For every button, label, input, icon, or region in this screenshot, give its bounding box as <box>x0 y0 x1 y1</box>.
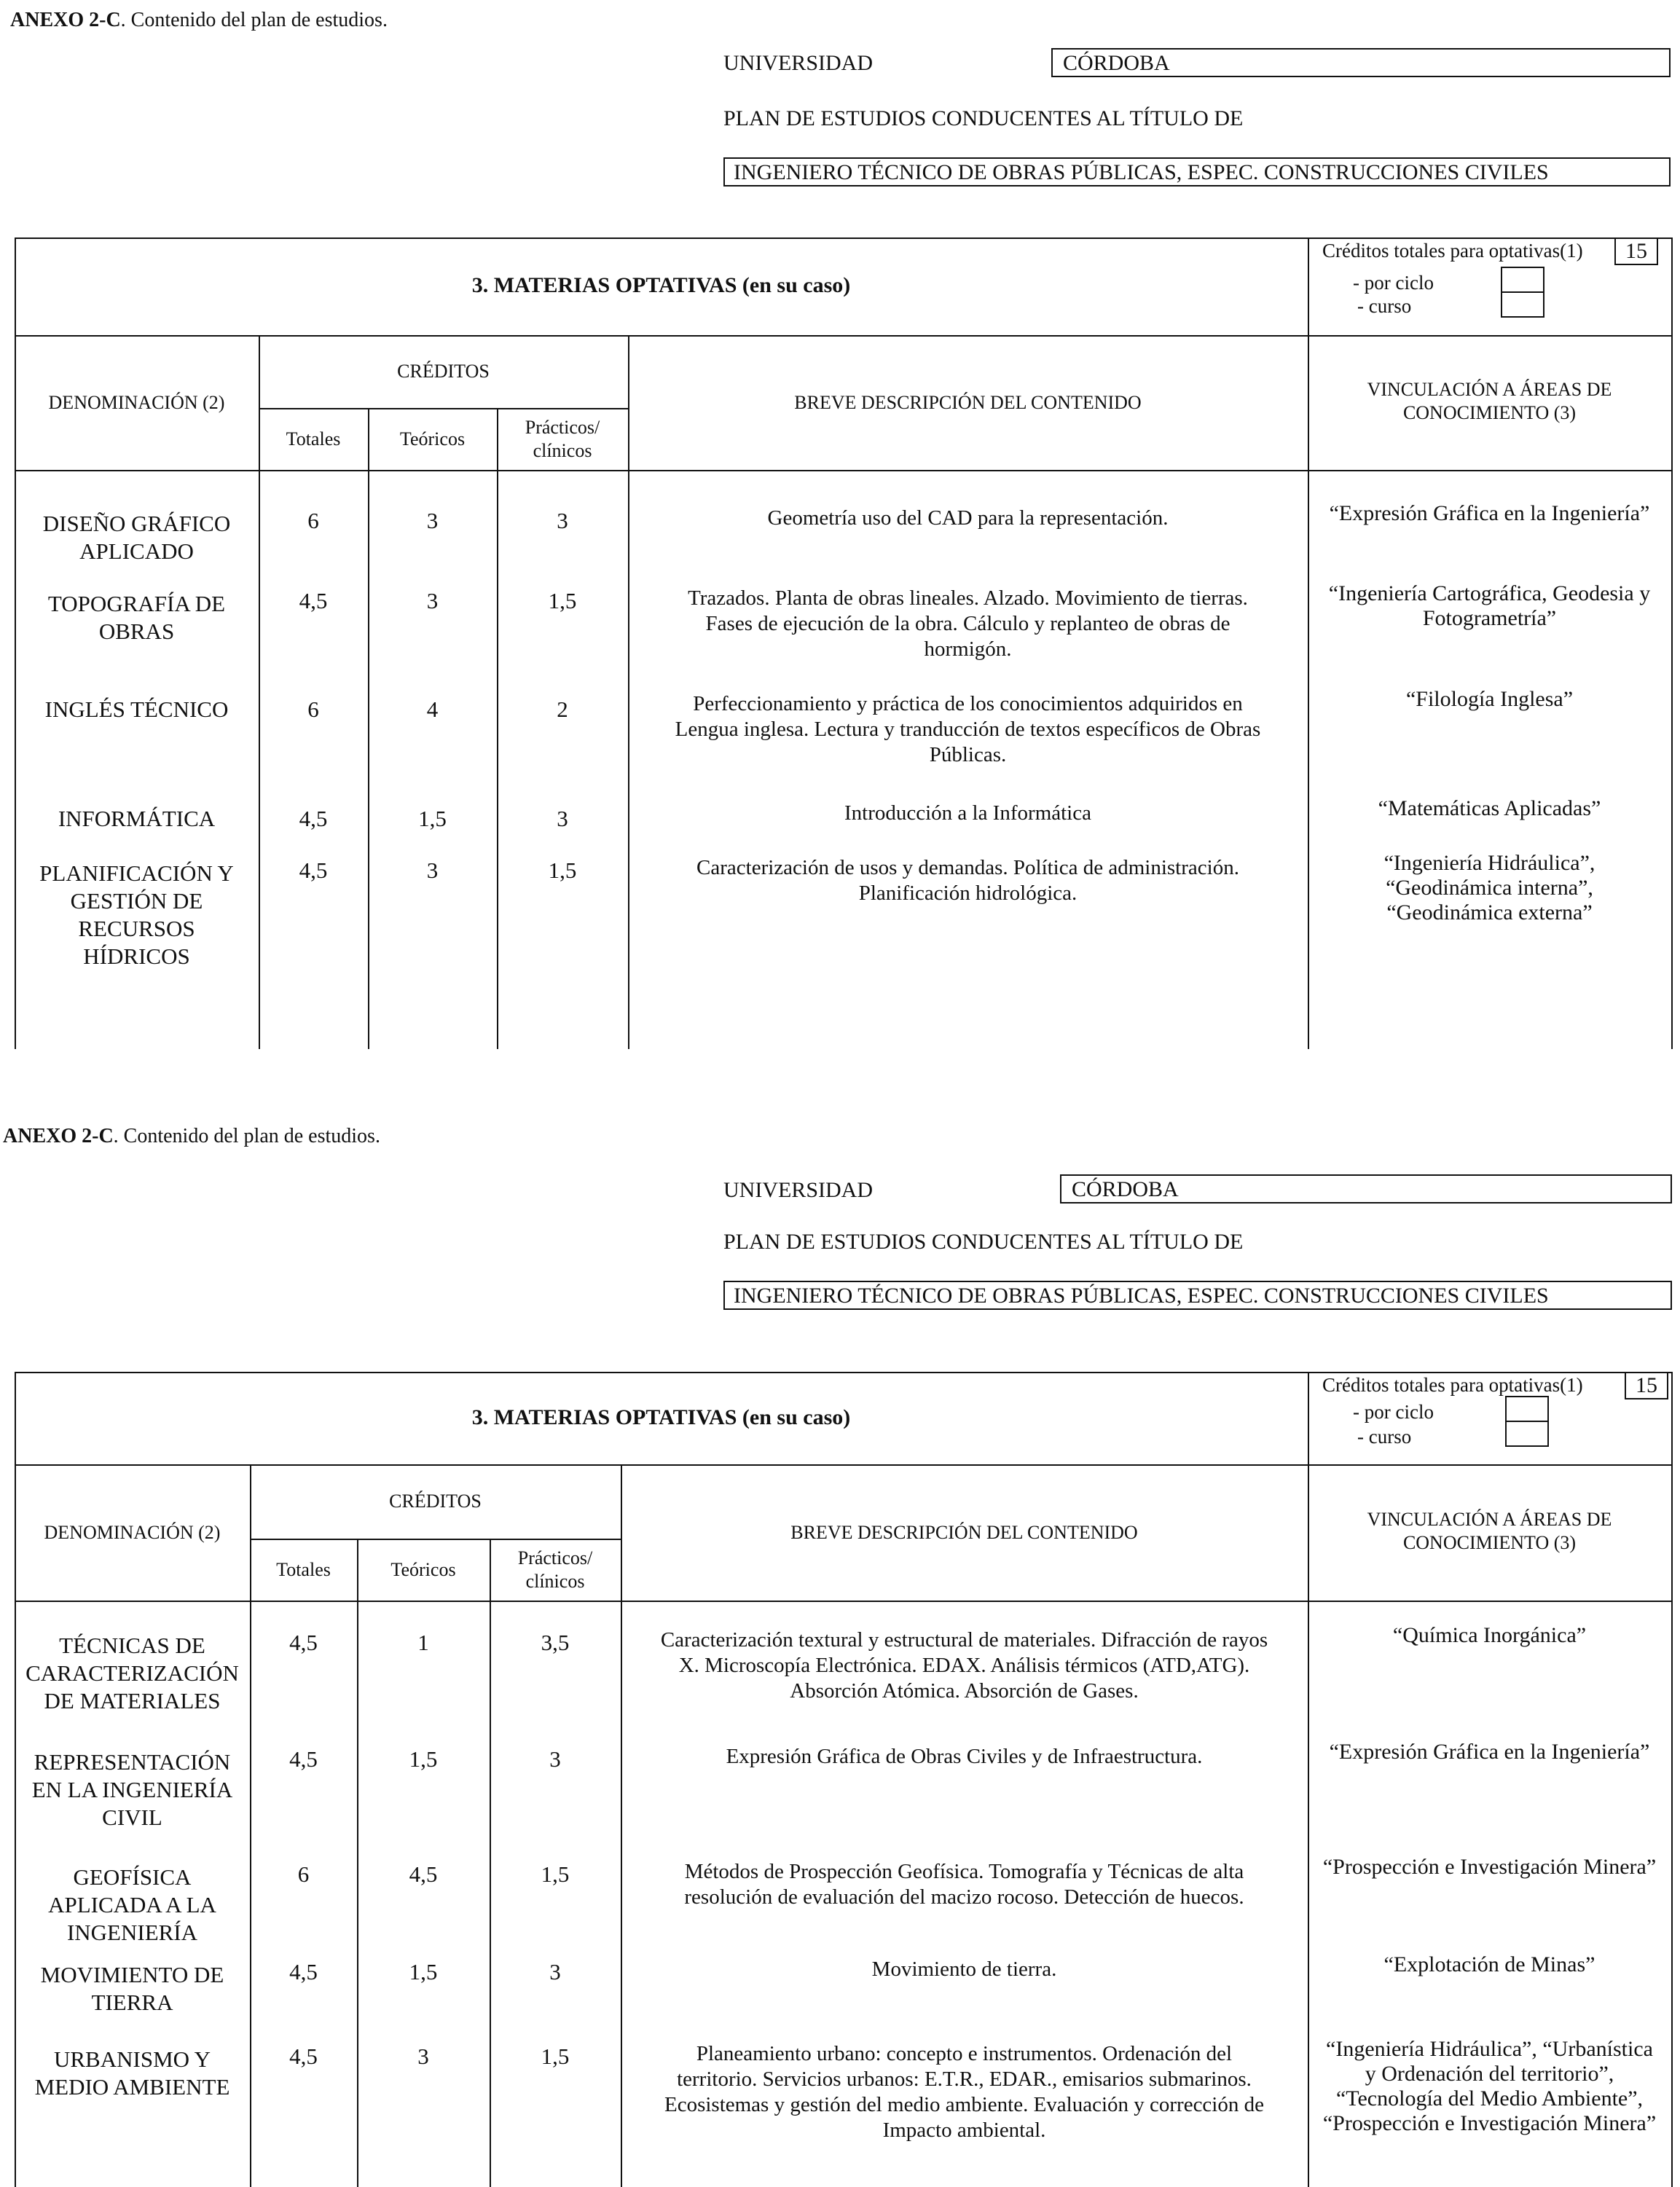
row-description-line: Fases de ejecución de la obra. Cálculo y replanteo de obras de <box>705 612 1230 635</box>
header-practicos-2-0: clínicos <box>533 439 592 461</box>
row-totales: 6 <box>307 696 319 722</box>
row-teoricos: 3 <box>426 508 439 533</box>
university-value-0: CÓRDOBA <box>1051 48 1671 77</box>
university-value-1: CÓRDOBA <box>1060 1174 1672 1204</box>
row-name-line: CARACTERIZACIÓN <box>25 1660 239 1686</box>
por-ciclo-box-1 <box>1505 1396 1549 1422</box>
row-description-line: Introducción a la Informática <box>844 801 1091 825</box>
header-bottom-border-0 <box>15 470 1671 471</box>
row-description-line: Planificación hidrológica. <box>858 882 1078 905</box>
row-teoricos: 1 <box>417 1630 429 1655</box>
row-area-line: “Química Inorgánica” <box>1392 1623 1587 1647</box>
row-area-line: “Expresión Gráfica en la Ingeniería” <box>1329 1740 1650 1764</box>
row-practicos: 3 <box>549 1959 561 1984</box>
university-label-1: UNIVERSIDAD <box>723 1178 873 1202</box>
row-totales: 4,5 <box>289 1630 318 1655</box>
table-right-border-1 <box>1671 1372 1673 2187</box>
row-teoricos: 4 <box>426 696 439 722</box>
row-area-line: y Ordenación del territorio”, <box>1365 2062 1614 2086</box>
table-title-1: 3. MATERIAS OPTATIVAS (en su caso) <box>471 1405 851 1429</box>
degree-title-0: INGENIERO TÉCNICO DE OBRAS PÚBLICAS, ESPEC. CONSTRUCCIONES CIVILES <box>723 157 1671 186</box>
table-right-border-0 <box>1671 237 1673 1049</box>
row-area-line: “Filología Inglesa” <box>1405 687 1574 711</box>
row-totales: 4,5 <box>299 806 328 831</box>
row-name-line: RECURSOS <box>78 916 195 941</box>
row-practicos: 3 <box>557 806 568 831</box>
row-practicos: 1,5 <box>548 857 577 883</box>
university-label-0: UNIVERSIDAD <box>723 51 873 75</box>
row-name-line: INGENIERÍA <box>66 1920 198 1945</box>
row-area-line: “Ingeniería Cartográfica, Geodesia y <box>1328 581 1651 605</box>
row-description-line: Trazados. Planta de obras lineales. Alzado. Movimiento de tierras. <box>688 586 1248 610</box>
row-description-line: Lengua inglesa. Lectura y tranducción de textos específicos de Obras <box>675 718 1261 741</box>
row-name-line: PLANIFICACIÓN Y <box>39 860 234 886</box>
row-description-line: Impacto ambiental. <box>882 2119 1046 2142</box>
row-teoricos: 4,5 <box>409 1861 438 1887</box>
row-name-line: DISEÑO GRÁFICO <box>42 511 231 536</box>
header-creditos-0: CRÉDITOS <box>397 361 490 382</box>
curso-label-0: - curso <box>1357 295 1412 317</box>
totales-col-border-0 <box>368 408 369 1049</box>
row-practicos: 3 <box>557 508 568 533</box>
header-descripcion-0: BREVE DESCRIPCIÓN DEL CONTENIDO <box>794 391 1142 413</box>
por-ciclo-label-1: - por ciclo <box>1353 1401 1434 1423</box>
row-description-line: Planeamiento urbano: concepto e instrumentos. Ordenación del <box>696 2042 1233 2065</box>
header-teoricos-0: Teóricos <box>399 428 466 449</box>
row-area-line: “Matemáticas Aplicadas” <box>1378 796 1601 820</box>
row-name-line: INFORMÁTICA <box>58 806 216 831</box>
degree-title-1: INGENIERO TÉCNICO DE OBRAS PÚBLICAS, ESPEC. CONSTRUCCIONES CIVILES <box>723 1281 1672 1310</box>
header-totales-1: Totales <box>276 1558 331 1580</box>
row-name-line: INGLÉS TÉCNICO <box>44 696 229 722</box>
row-area-line: “Geodinámica externa” <box>1386 900 1593 924</box>
row-totales: 4,5 <box>289 2043 318 2069</box>
row-totales: 6 <box>297 1861 310 1887</box>
annex-label: ANEXO 2-C <box>3 1125 114 1147</box>
row-name-line: OBRAS <box>98 619 175 644</box>
row-practicos: 2 <box>557 696 568 722</box>
row-area-line: “Prospección e Investigación Minera” <box>1322 1855 1657 1879</box>
row-area-line: “Ingeniería Hidráulica”, <box>1383 851 1595 875</box>
row-teoricos: 1,5 <box>418 806 447 831</box>
header-practicos-2-1: clínicos <box>525 1570 585 1592</box>
row-description-line: X. Microscopía Electrónica. EDAX. Análisis térmicos (ATD,ATG). <box>678 1654 1250 1677</box>
row-practicos: 1,5 <box>541 1861 570 1887</box>
annex-text: . Contenido del plan de estudios. <box>113 1125 380 1147</box>
row-description-line: Geometría uso del CAD para la representación. <box>767 506 1169 530</box>
row-description-line: resolución de evaluación del macizo rocoso. Detección de huecos. <box>684 1885 1244 1909</box>
plan-label-1: PLAN DE ESTUDIOS CONDUCENTES AL TÍTULO DE <box>723 1230 1244 1254</box>
header-vinculacion-2-0: CONOCIMIENTO (3) <box>1402 401 1577 423</box>
header-practicos-1-1: Prácticos/ <box>517 1547 593 1568</box>
header-vinculacion-2-1: CONOCIMIENTO (3) <box>1402 1531 1577 1553</box>
row-totales: 4,5 <box>289 1746 318 1772</box>
header-vinculacion-1-1: VINCULACIÓN A ÁREAS DE <box>1367 1508 1612 1530</box>
row-name-line: TOPOGRAFÍA DE <box>47 591 226 616</box>
row-name-line: TIERRA <box>91 1990 173 2015</box>
row-name-line: APLICADA A LA <box>48 1892 216 1917</box>
row-teoricos: 3 <box>426 857 439 883</box>
row-name-line: GESTIÓN DE <box>70 888 203 914</box>
row-practicos: 3 <box>549 1746 561 1772</box>
curso-box-1 <box>1505 1421 1549 1447</box>
row-area-line: Fotogrametría” <box>1422 606 1557 630</box>
header-bottom-border-1 <box>15 1601 1671 1602</box>
credits-total-value-0: 15 <box>1614 237 1658 265</box>
annex-heading-1 <box>3 1125 380 1148</box>
header-practicos-1-0: Prácticos/ <box>525 416 600 438</box>
row-practicos: 3,5 <box>541 1630 570 1655</box>
areas-col-border-0 <box>1308 237 1309 1049</box>
row-area-line: “Tecnología del Medio Ambiente”, <box>1335 2086 1644 2111</box>
row-teoricos: 1,5 <box>409 1746 438 1772</box>
header-vinculacion-1-0: VINCULACIÓN A ÁREAS DE <box>1367 378 1612 400</box>
row-name-line: APLICADO <box>79 538 194 564</box>
row-area-line: “Geodinámica interna”, <box>1386 876 1593 900</box>
row-name-line: REPRESENTACIÓN <box>34 1749 231 1775</box>
annex-label: ANEXO 2-C <box>10 9 121 31</box>
row-area-line: “Ingeniería Hidráulica”, “Urbanística <box>1326 2037 1653 2061</box>
row-totales: 6 <box>307 508 319 533</box>
row-description-line: Expresión Gráfica de Obras Civiles y de Infraestructura. <box>726 1745 1203 1768</box>
row-teoricos: 3 <box>417 2043 429 2069</box>
annex-heading-0 <box>10 9 388 32</box>
header-denominacion-1: DENOMINACIÓN (2) <box>44 1521 221 1543</box>
row-totales: 4,5 <box>299 857 328 883</box>
row-area-line: “Prospección e Investigación Minera” <box>1322 2111 1657 2135</box>
por-ciclo-label-0: - por ciclo <box>1353 272 1434 294</box>
row-description-line: Caracterización de usos y demandas. Política de administración. <box>696 856 1239 879</box>
title-bottom-border-1 <box>15 1464 1671 1466</box>
header-descripcion-1: BREVE DESCRIPCIÓN DEL CONTENIDO <box>790 1521 1138 1543</box>
row-teoricos: 1,5 <box>409 1959 438 1984</box>
header-creditos-1: CRÉDITOS <box>389 1491 482 1512</box>
creditos-sub-border-1 <box>250 1539 621 1540</box>
row-practicos: 1,5 <box>548 588 577 613</box>
row-description-line: Públicas. <box>929 743 1007 766</box>
title-bottom-border-0 <box>15 335 1671 337</box>
row-practicos: 1,5 <box>541 2043 570 2069</box>
row-area-line: “Explotación de Minas” <box>1383 1952 1595 1976</box>
creditos-sub-border-0 <box>259 408 628 409</box>
header-totales-0: Totales <box>286 428 341 449</box>
row-description-line: Caracterización textural y estructural de materiales. Difracción de rayos <box>660 1628 1268 1652</box>
row-name-line: URBANISMO Y <box>53 2046 211 2072</box>
row-teoricos: 3 <box>426 588 439 613</box>
header-teoricos-1: Teóricos <box>390 1558 456 1580</box>
curso-label-1: - curso <box>1357 1426 1412 1448</box>
row-name-line: GEOFÍSICA <box>73 1864 192 1890</box>
table-title-0: 3. MATERIAS OPTATIVAS (en su caso) <box>471 273 851 297</box>
row-description-line: Métodos de Prospección Geofísica. Tomografía y Técnicas de alta <box>684 1860 1244 1883</box>
por-ciclo-box-0 <box>1501 267 1544 293</box>
row-totales: 4,5 <box>299 588 328 613</box>
row-name-line: TÉCNICAS DE <box>59 1633 205 1658</box>
row-name-line: CIVIL <box>102 1805 162 1830</box>
row-totales: 4,5 <box>289 1959 318 1984</box>
row-area-line: “Expresión Gráfica en la Ingeniería” <box>1329 501 1650 525</box>
credits-total-value-1: 15 <box>1625 1372 1668 1399</box>
row-name-line: HÍDRICOS <box>83 943 190 969</box>
row-name-line: EN LA INGENIERÍA <box>31 1777 233 1802</box>
row-name-line: MOVIMIENTO DE <box>40 1962 224 1987</box>
row-description-line: hormigón. <box>924 637 1012 661</box>
annex-text: . Contenido del plan de estudios. <box>120 9 388 31</box>
credits-total-label-0: Créditos totales para optativas(1) <box>1322 240 1583 262</box>
curso-box-0 <box>1501 291 1544 318</box>
row-description-line: Absorción Atómica. Absorción de Gases. <box>790 1679 1139 1703</box>
header-denominacion-0: DENOMINACIÓN (2) <box>48 391 225 413</box>
teoricos-col-border-0 <box>497 408 498 1049</box>
row-description-line: Perfeccionamiento y práctica de los conocimientos adquiridos en <box>693 692 1243 715</box>
row-name-line: DE MATERIALES <box>44 1688 221 1713</box>
plan-label-0: PLAN DE ESTUDIOS CONDUCENTES AL TÍTULO DE <box>723 106 1244 130</box>
row-description-line: Ecosistemas y gestión del medio ambiente. Evaluación y corrección de <box>664 2093 1264 2116</box>
row-description-line: territorio. Servicios urbanos: E.T.R., EDAR., emisarios submarinos. <box>677 2068 1252 2091</box>
credits-total-label-1: Créditos totales para optativas(1) <box>1322 1374 1583 1396</box>
row-description-line: Movimiento de tierra. <box>871 1958 1057 1981</box>
row-name-line: MEDIO AMBIENTE <box>34 2074 230 2100</box>
